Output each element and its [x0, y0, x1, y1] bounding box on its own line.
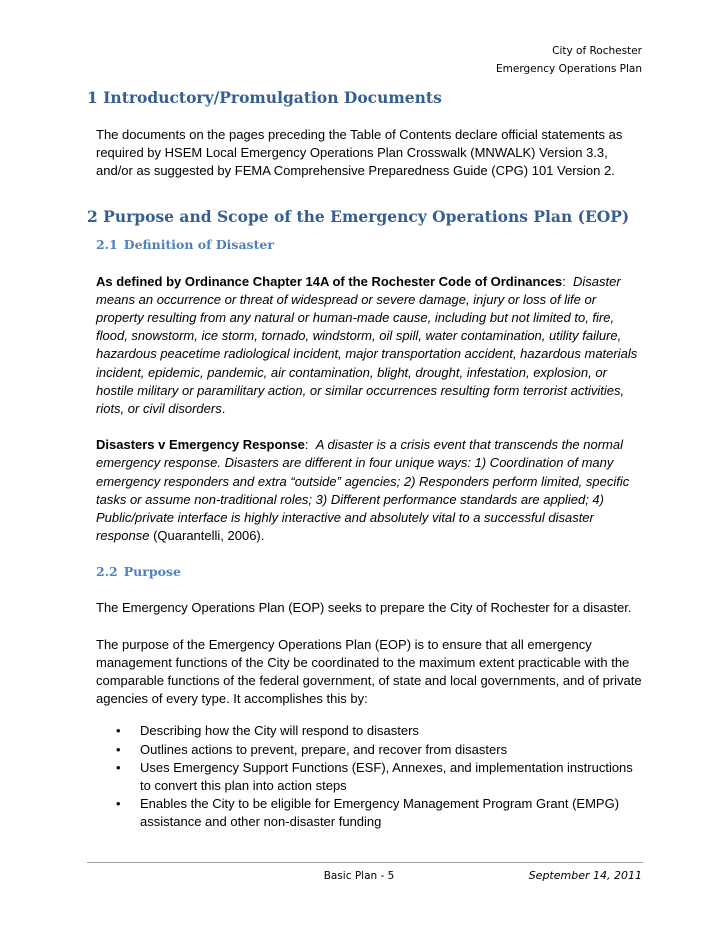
list-item	[87, 722, 647, 740]
bullet-icon: •	[116, 796, 121, 812]
period: .	[221, 401, 226, 417]
section-2-heading: 2 Purpose and Scope of the Emergency Operations Plan (EOP)	[87, 206, 630, 226]
subsection-2-1-heading	[87, 236, 647, 254]
colon: :	[304, 437, 309, 453]
bullet-icon: •	[116, 759, 121, 775]
disaster-vs-emergency-paragraph	[87, 436, 647, 545]
list-item	[87, 759, 647, 795]
purpose-paragraph-1: The Emergency Operations Plan (EOP) seeks to prepare the City of Rochester for a disaster.	[96, 600, 632, 616]
subsection-2-1-title: Definition of Disaster	[123, 236, 274, 252]
disaster-vs-emergency-label: Disasters v Emergency Response	[96, 437, 305, 453]
document-body	[87, 88, 647, 832]
list-item-text: Outlines actions to prevent, prepare, and recover from disasters	[140, 741, 508, 757]
section-1-heading: 1 Introductory/Promulgation Documents	[87, 88, 442, 107]
purpose-paragraph-2: The purpose of the Emergency Operations Plan (EOP) is to ensure that all emergency management functions of the City be coordinated to the maximum extent practicable with the comparable functions of the federal government, of state and local governments, and of private agencies of every type. It accomplishes this by:	[96, 636, 642, 707]
footer-divider	[87, 862, 643, 863]
bullet-icon: •	[116, 723, 121, 739]
section-1-paragraph: The documents on the pages preceding the Table of Contents declare official statements as required by HSEM Local Emergency Operations Plan Crosswalk (MNWALK) Version 3.3, and/or as suggested by FEMA Comprehensive Preparedness Guide (CPG) 101 Version 2.	[96, 127, 623, 179]
colon: :	[562, 273, 566, 289]
purpose-bullet-list	[87, 722, 647, 831]
subsection-2-2-title: Purpose	[123, 564, 181, 580]
citation: (Quarantelli, 2006).	[149, 528, 265, 544]
header-plan-title: Emergency Operations Plan	[496, 63, 642, 75]
bullet-icon: •	[116, 741, 121, 757]
disaster-vs-emergency-text: A disaster is a crisis event that transcends the normal emergency response. Disasters are different in four unique ways: 1) Coordination of many emergency responders and extra “outside” agencies; 2) Responders perform limited, specific tasks or assume non-traditional roles; 3) Different performance standards are applied; 4) Public/private interface is highly interactive and absolutely vital to a successful disaster response	[96, 437, 630, 544]
subsection-2-1-number: 2.1	[96, 236, 118, 252]
ordinance-reference: As defined by Ordinance Chapter 14A of the Rochester Code of Ordinances	[96, 273, 563, 289]
header-city: City of Rochester	[552, 45, 642, 57]
page-header	[496, 42, 642, 78]
page-label: Basic Plan - 5	[323, 870, 395, 882]
list-item-text: Describing how the City will respond to disasters	[140, 723, 419, 739]
footer-date: September 14, 2011	[528, 869, 642, 882]
list-item	[87, 741, 647, 759]
list-item-text: Uses Emergency Support Functions (ESF), Annexes, and implementation instructions to convert this plan into action steps	[140, 759, 633, 794]
list-item	[87, 795, 647, 831]
disaster-definition-paragraph	[87, 273, 647, 419]
disaster-definition-text: Disaster means an occurrence or threat of widespread or severe damage, injury or loss of life or property resulting from any natural or human-made cause, including but not limited to, fire, flood, snowstorm, ice storm, tornado, windstorm, oil spill, water contamination, utility failure, hazardous peacetime radiological incident, major transportation accident, hazardous materials incident, epidemic, pandemic, air contamination, blight, drought, infestation, explosion, or hostile military or paramilitary action, or similar occurrences resulting form terrorist activities, riots, or civil disorders	[96, 273, 638, 417]
subsection-2-2-number: 2.2	[96, 564, 118, 580]
list-item-text: Enables the City to be eligible for Emergency Management Program Grant (EMPG) assistance and other non-disaster funding	[140, 796, 620, 830]
subsection-2-2-heading	[87, 563, 647, 581]
